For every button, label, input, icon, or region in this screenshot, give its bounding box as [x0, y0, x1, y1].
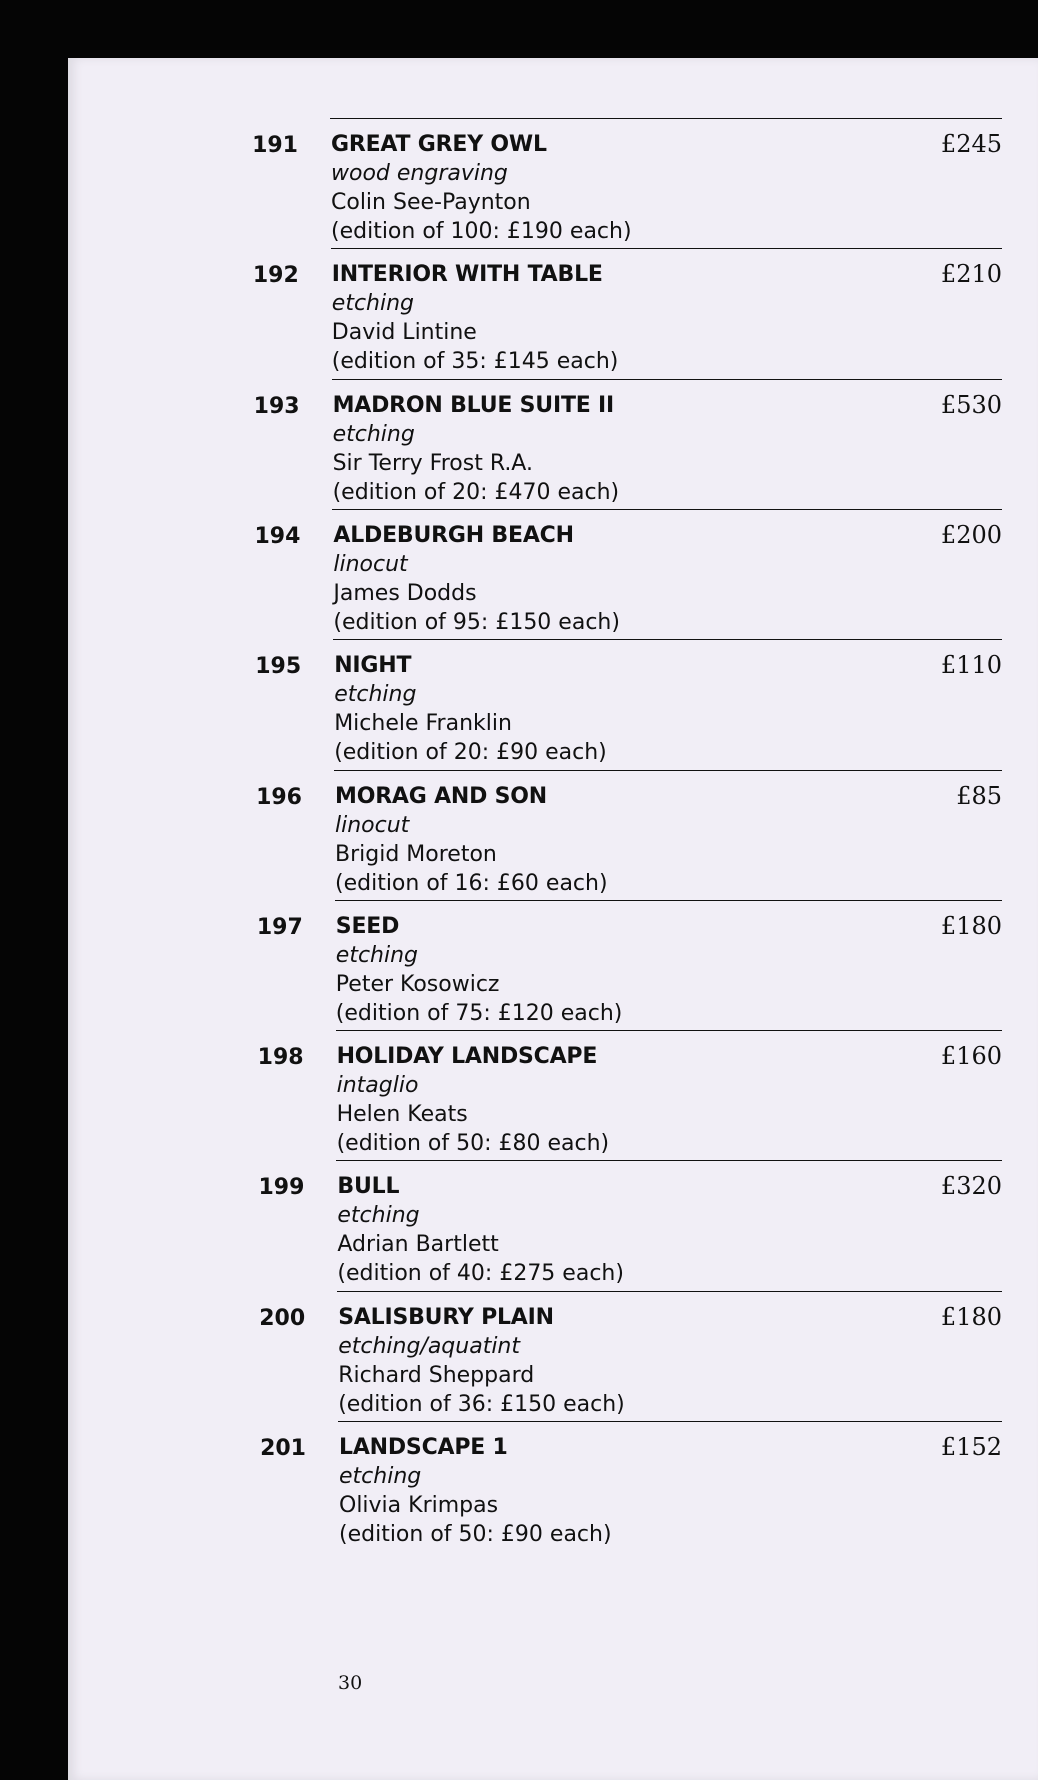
artwork-price: £180: [940, 911, 1002, 940]
entry-details: [337, 1172, 624, 1288]
divider-rule: [330, 118, 1002, 119]
edition-info: (edition of 100: £190 each): [331, 219, 632, 244]
entry-details: [337, 1042, 610, 1158]
catalogue-entry: [68, 1030, 1002, 1162]
artwork-title: MORAG AND SON: [335, 783, 547, 809]
artwork-medium: etching: [331, 291, 415, 317]
divider-rule: [336, 1160, 1002, 1161]
artwork-price: £160: [940, 1042, 1002, 1071]
artwork-price: £210: [940, 260, 1002, 289]
lot-number: 200: [259, 1305, 306, 1331]
artist-name: Peter Kosowicz: [335, 971, 500, 997]
entry-details: [331, 130, 632, 246]
lot-number: 197: [256, 914, 303, 940]
entry-details: [336, 912, 623, 1028]
catalogue-entry: [68, 118, 1002, 250]
lot-number: 193: [253, 393, 300, 419]
artist-name: Michele Franklin: [334, 711, 512, 737]
lot-number: 195: [255, 654, 302, 680]
artwork-medium: intaglio: [336, 1073, 419, 1099]
artwork-title: SEED: [335, 913, 400, 939]
artwork-medium: etching: [332, 421, 415, 447]
entry-details: [333, 521, 620, 637]
lot-number: 191: [252, 133, 298, 158]
artwork-medium: linocut: [333, 551, 408, 577]
artwork-price: £320: [940, 1172, 1002, 1201]
edition-info: (edition of 75: £120 each): [335, 1000, 623, 1026]
artist-name: Colin See-Paynton: [331, 190, 531, 215]
artwork-medium: etching: [339, 1464, 422, 1489]
entry-details: [339, 1433, 612, 1549]
artwork-price: £85: [956, 781, 1002, 810]
artwork-title: HOLIDAY LANDSCAPE: [336, 1044, 598, 1070]
artwork-medium: etching: [335, 942, 419, 968]
catalogue-entry: [68, 248, 1002, 380]
entry-details: [334, 651, 607, 767]
artist-name: Richard Sheppard: [338, 1362, 535, 1388]
edition-info: (edition of 95: £150 each): [333, 609, 620, 635]
artwork-medium: etching: [334, 682, 417, 708]
artwork-price: £110: [940, 651, 1002, 680]
divider-rule: [338, 1421, 1002, 1422]
edition-info: (edition of 50: £80 each): [336, 1131, 610, 1157]
artist-name: David Lintine: [331, 320, 477, 346]
catalogue-entry: [68, 1291, 1002, 1423]
divider-rule: [332, 379, 1002, 380]
artwork-price: £245: [940, 130, 1002, 158]
artwork-title: SALISBURY PLAIN: [338, 1304, 554, 1330]
artwork-medium: wood engraving: [331, 161, 508, 186]
artist-name: Helen Keats: [336, 1102, 468, 1128]
edition-info: (edition of 40: £275 each): [337, 1261, 624, 1287]
artist-name: Sir Terry Frost R.A.: [332, 450, 533, 476]
edition-info: (edition of 16: £60 each): [335, 870, 608, 896]
artwork-price: £152: [940, 1433, 1002, 1461]
catalogue-entry: [68, 770, 1002, 902]
artwork-title: BULL: [337, 1174, 400, 1200]
artwork-price: £180: [940, 1302, 1002, 1331]
catalogue-entry: [68, 1421, 1002, 1553]
catalogue-entry: [68, 1160, 1002, 1292]
catalogue-list: [68, 58, 1038, 1780]
edition-info: (edition of 35: £145 each): [331, 349, 619, 375]
entry-details: [332, 260, 619, 376]
catalogue-entry: [68, 509, 1002, 641]
artwork-title: LANDSCAPE 1: [339, 1435, 508, 1460]
edition-info: (edition of 20: £470 each): [332, 479, 620, 505]
artwork-title: MADRON BLUE SUITE II: [332, 392, 615, 418]
catalogue-entry: [68, 379, 1002, 511]
entry-details: [338, 1303, 625, 1419]
catalogue-entry: [68, 639, 1002, 771]
edition-info: (edition of 50: £90 each): [339, 1522, 612, 1547]
artwork-title: ALDEBURGH BEACH: [333, 522, 574, 548]
artwork-title: NIGHT: [334, 653, 412, 679]
lot-number: 201: [260, 1436, 306, 1461]
artist-name: Brigid Moreton: [335, 841, 497, 867]
divider-rule: [333, 639, 1002, 640]
artist-name: Olivia Krimpas: [339, 1493, 499, 1518]
artwork-price: £530: [940, 390, 1002, 419]
lot-number: 199: [258, 1175, 305, 1201]
divider-rule: [332, 509, 1002, 510]
artwork-medium: etching/aquatint: [338, 1333, 520, 1359]
entry-details: [333, 391, 620, 507]
catalogue-entry: [68, 900, 1002, 1032]
lot-number: 192: [252, 263, 299, 289]
lot-number: 194: [254, 523, 301, 549]
divider-rule: [337, 1291, 1002, 1292]
artist-name: Adrian Bartlett: [337, 1232, 499, 1258]
artwork-price: £200: [940, 520, 1002, 549]
edition-info: (edition of 36: £150 each): [338, 1391, 625, 1417]
page-number: 30: [338, 1672, 363, 1694]
artwork-title: INTERIOR WITH TABLE: [331, 262, 603, 288]
edition-info: (edition of 20: £90 each): [334, 740, 607, 766]
catalogue-page: [68, 58, 1038, 1780]
artist-name: James Dodds: [333, 580, 477, 606]
divider-rule: [334, 770, 1002, 771]
lot-number: 198: [257, 1045, 304, 1071]
divider-rule: [335, 900, 1002, 901]
artwork-medium: linocut: [335, 812, 410, 838]
divider-rule: [331, 248, 1002, 249]
lot-number: 196: [256, 784, 302, 810]
artwork-title: GREAT GREY OWL: [331, 132, 547, 157]
artwork-medium: etching: [337, 1203, 420, 1229]
divider-rule: [336, 1030, 1002, 1031]
entry-details: [335, 782, 608, 898]
